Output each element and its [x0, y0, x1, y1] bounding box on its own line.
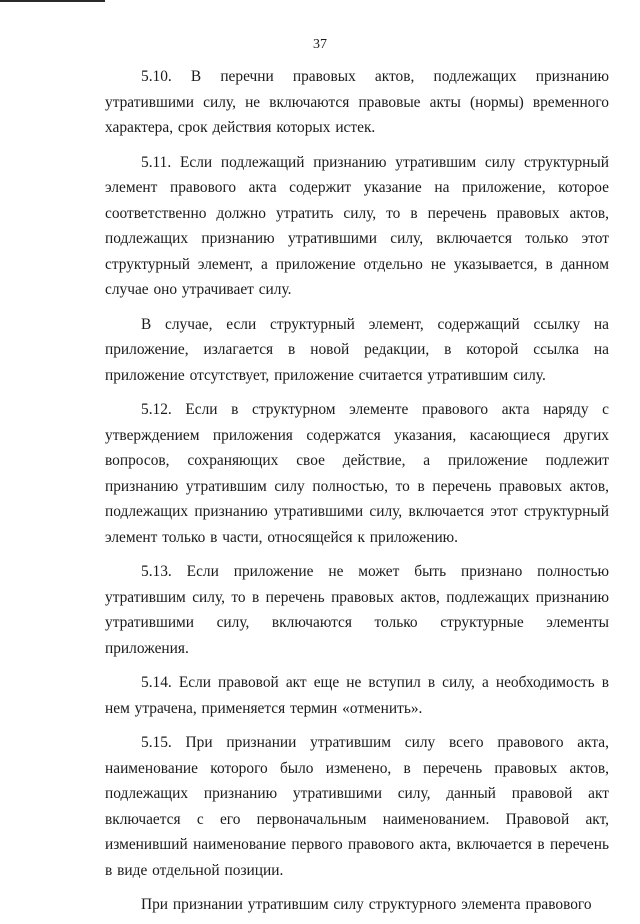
paragraph-5-11-continued: В случае, если структурный элемент, содержащий ссылку на приложение, излагается в новой редакции, в которой ссылка на приложение отсутствует, приложение считается утратившим силу. [105, 315, 609, 384]
paragraph-5-10: 5.10. В перечни правовых актов, подлежащих признанию утратившими силу, не включаются правовые акты (нормы) временного характера, срок действия которых истек. [105, 68, 609, 136]
paragraph-5-15: 5.15. При признании утратившим силу всего правового акта, наименование которого было изменено, в перечень правовых актов, подлежащих признанию утратившими силу, данный правовой акт включается с его первоначальным наименованием. Правовой акт, изменивший наименование первого правового акта, включается в перечень в виде отдельной позиции. [105, 734, 609, 879]
paragraph-5-14: 5.14. Если правовой акт еще не вступил в силу, а необходимость в нем утрачена, применяется термин «отменить». [105, 674, 609, 717]
paragraph-5-11: 5.11. Если подлежащий признанию утратившим силу структурный элемент правового акта содержит указание на приложение, которое соответственно должно утратить силу, то в перечень правовых актов, подлежащих признанию утратившими силу, включается только этот структурный элемент, а приложение отдельно не указывается, в данном случае оно утрачивает силу. [105, 153, 609, 298]
paragraph-5-12: 5.12. Если в структурном элементе правового акта наряду с утверждением приложения содержатся указания, касающиеся других вопросов, сохраняющих свое действие, а приложение подлежит признанию утратившим силу полностью, то в перечень правовых актов, подлежащих признанию утратившими силу, включается этот структурный элемент только в части, относящейся к приложению. [105, 401, 609, 546]
paragraph-5-15-continued: При признании утратившим силу структурного элемента правового [141, 896, 592, 913]
paragraph-5-13: 5.13. Если приложение не может быть признано полностью утратившим силу, то в перечень правовых актов, подлежащих признанию утратившими силу, включаются только структурные элементы приложения. [105, 563, 609, 657]
page-number: 37 [313, 37, 327, 52]
scan-edge-mark [0, 0, 105, 2]
document-body [105, 64, 609, 924]
